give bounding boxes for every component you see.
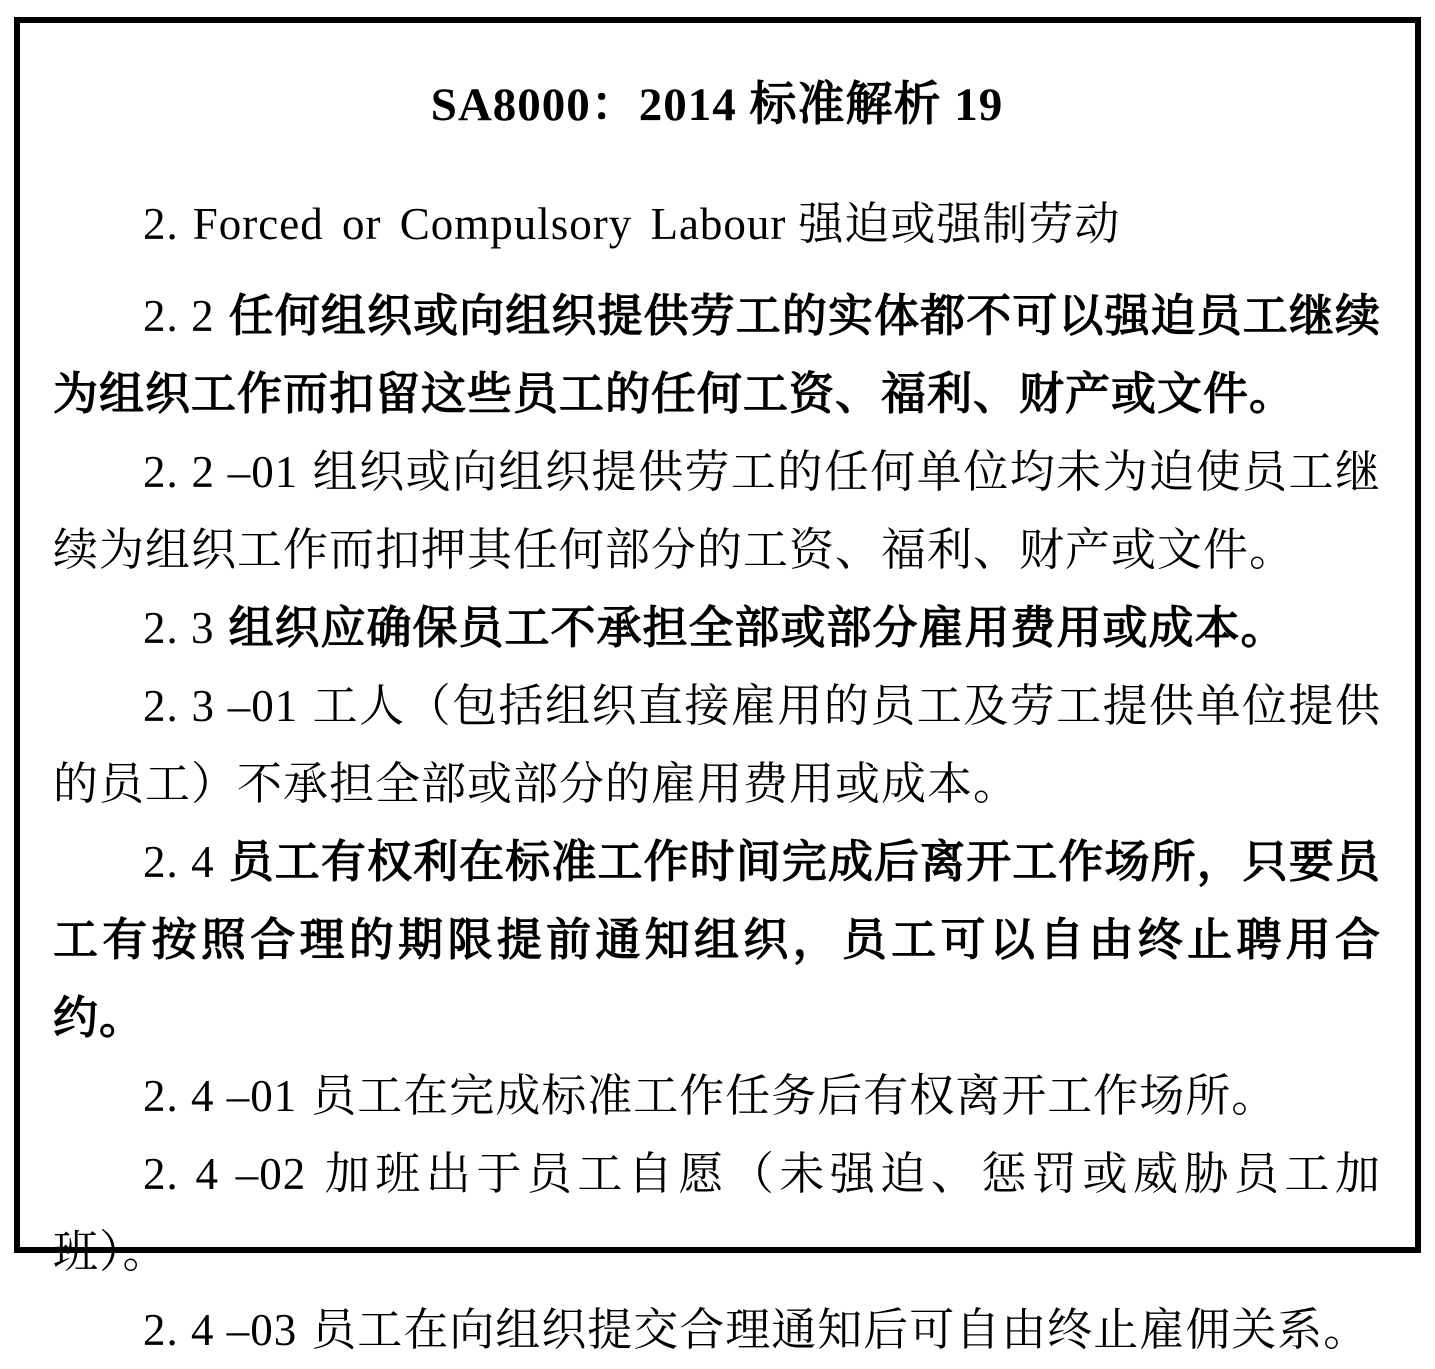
- clause-chinese-text: 员工有权利在标准工作时间完成后离开工作场所，只要员工有按照合理的期限提前通知组织，员工可以自由终止聘用合约。: [53, 836, 1382, 1043]
- clause-paragraph: [53, 185, 1381, 263]
- clause-number: 2. 2 –01: [143, 447, 299, 497]
- clause-paragraph: [53, 1291, 1381, 1369]
- clause-chinese-text: 加班出于员工自愿（未强迫、惩罚或威胁员工加班）。: [53, 1149, 1381, 1277]
- clause-number: 2. 2: [143, 291, 215, 341]
- document-content: [20, 23, 1415, 1369]
- clause-chinese-text: 组织或向组织提供劳工的任何单位均未为迫使员工继续为组织工作而扣押其任何部分的工资、福利、财产或文件。: [53, 447, 1382, 575]
- clause-english-text: Forced or Compulsory Labour: [192, 199, 787, 249]
- clause-paragraph: [53, 1057, 1381, 1135]
- clause-paragraph: [53, 823, 1381, 1057]
- clause-paragraph: [53, 1135, 1381, 1291]
- clause-chinese-text: 强迫或强制劳动: [798, 199, 1121, 249]
- clause-paragraph: [53, 277, 1381, 433]
- clause-chinese-text: 工人（包括组织直接雇用的员工及劳工提供单位提供的员工）不承担全部或部分的雇用费用或成本。: [53, 681, 1382, 809]
- page-title: SA8000：2014 标准解析 19: [430, 79, 1004, 131]
- clause-chinese-text: 员工在完成标准工作任务后有权离开工作场所。: [311, 1071, 1278, 1121]
- document-body: [53, 185, 1381, 1369]
- clause-chinese-text: 员工在向组织提交合理通知后可自由终止雇佣关系。: [311, 1305, 1370, 1355]
- clause-number: 2. 3: [143, 603, 215, 653]
- clause-number: 2.: [143, 199, 179, 249]
- clause-paragraph: [53, 589, 1381, 667]
- clause-number: 2. 4 –01: [143, 1071, 298, 1121]
- clause-chinese-text: 任何组织或向组织提供劳工的实体都不可以强迫员工继续为组织工作而扣留这些员工的任何工资、福利、财产或文件。: [53, 290, 1382, 419]
- clause-chinese-text: 组织应确保员工不承担全部或部分雇用费用或成本。: [228, 602, 1287, 653]
- clause-number: 2. 4 –02: [143, 1149, 307, 1199]
- clause-paragraph: [53, 667, 1381, 823]
- clause-number: 2. 3 –01: [143, 681, 299, 731]
- clause-number: 2. 4 –03: [143, 1305, 298, 1355]
- clause-paragraph: [53, 433, 1381, 589]
- clause-number: 2. 4: [143, 837, 215, 887]
- document-page-frame: [14, 17, 1421, 1355]
